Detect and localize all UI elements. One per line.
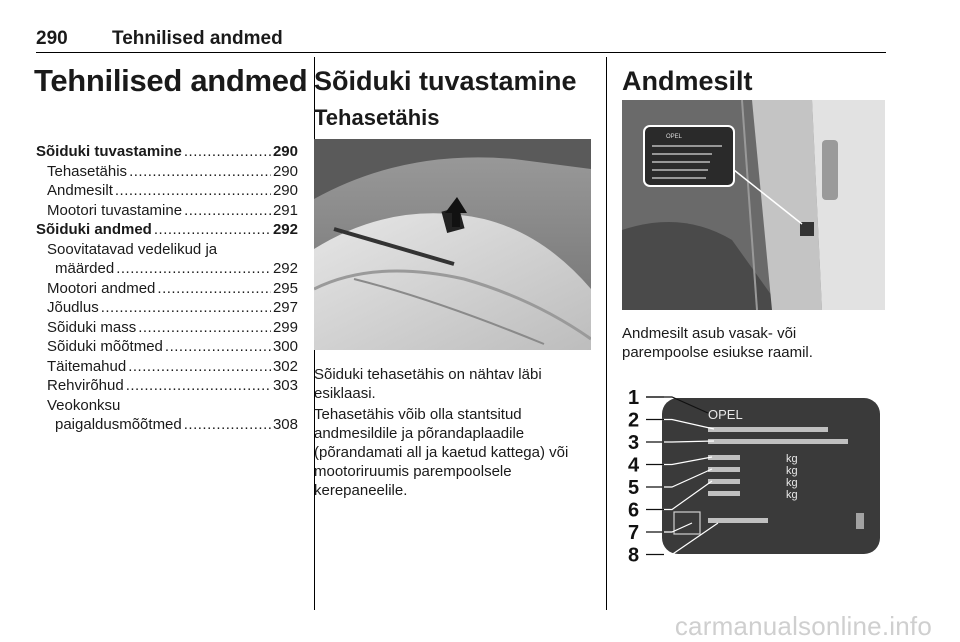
toc-entry[interactable]: [36, 201, 298, 221]
data-plate-location: [800, 222, 814, 236]
toc-leader-dots: [184, 415, 271, 435]
toc-entry[interactable]: [36, 181, 298, 201]
toc-entry-page: 290: [272, 143, 298, 160]
toc-entry[interactable]: [36, 357, 298, 377]
callout-number: 5: [628, 477, 640, 499]
toc-entry[interactable]: [36, 318, 298, 338]
toc-entry-page: 291: [272, 201, 298, 219]
toc-entry[interactable]: [36, 337, 298, 357]
toc-entry-page: 299: [272, 318, 298, 336]
callout-number: 8: [628, 544, 640, 567]
toc-leader-dots: [184, 142, 271, 162]
data-plate-zoom: [644, 126, 734, 186]
table-of-contents: [36, 142, 298, 435]
data-plate-diagram: [622, 375, 885, 580]
plate-location-text: Andmesilt asub vasak- või parempoolse esiukse raamil.: [622, 325, 813, 361]
toc-leader-dots: [101, 298, 271, 318]
toc-entry-page: 290: [272, 182, 298, 199]
chapter-title: Tehnilised andmed: [34, 63, 308, 98]
toc-entry[interactable]: [36, 396, 298, 416]
plate-brand: OPEL: [708, 407, 743, 422]
toc-leader-dots: [138, 318, 271, 338]
toc-entry[interactable]: [36, 142, 298, 162]
toc-entry-label: Veokonksu: [47, 396, 121, 414]
toc-entry[interactable]: [36, 240, 298, 260]
callout-number: 3: [628, 432, 640, 454]
toc-entry-page: 308: [272, 416, 298, 433]
callout-number: 2: [628, 409, 640, 432]
toc-leader-dots: [126, 376, 271, 396]
toc-entry-label: Sõiduki tuvastamine: [36, 143, 182, 160]
toc-entry-page: 300: [272, 338, 298, 355]
toc-entry-page: 297: [272, 299, 298, 316]
door-frame-photo: [622, 100, 885, 310]
toc-entry-label: määrded: [55, 260, 115, 277]
windshield-vin-photo: [314, 139, 591, 350]
toc-entry-label: Mootori tuvastamine: [47, 201, 183, 219]
toc-leader-dots: [165, 337, 271, 357]
toc-leader-dots: [115, 181, 271, 201]
toc-entry-page: 290: [272, 162, 298, 180]
door-frame-illustration: [622, 100, 885, 310]
section-heading-andmesilt: Andmesilt: [622, 66, 753, 96]
toc-entry-label: Sõiduki mass: [47, 318, 137, 336]
toc-entry[interactable]: [36, 220, 298, 240]
data-plate-illustration: [622, 375, 885, 580]
toc-leader-dots: [129, 162, 271, 182]
toc-leader-dots: [184, 201, 271, 221]
toc-leader-dots: [154, 220, 271, 240]
toc-entry-page: 292: [272, 260, 298, 277]
callout-number: 7: [628, 522, 640, 544]
mass-unit-1: kg: [786, 453, 798, 465]
toc-entry-label: paigaldusmõõtmed: [55, 416, 182, 433]
vin-location-text: Sõiduki tehasetähis on nähtav läbi esiklaasi.: [314, 366, 542, 402]
watermark: carmanualsonline.info: [674, 611, 932, 641]
mass-unit-4: kg: [786, 489, 798, 501]
mass-unit-3: kg: [786, 477, 798, 489]
running-title: Tehnilised andmed: [112, 28, 283, 49]
toc-entry[interactable]: [36, 415, 298, 435]
column-divider: [606, 57, 607, 610]
toc-entry-label: Mootori andmed: [47, 279, 156, 297]
toc-leader-dots: [128, 357, 271, 377]
toc-entry-label: Soovitatavad vedelikud ja: [47, 240, 218, 258]
toc-entry-label: Andmesilt: [47, 182, 113, 199]
callout-number: 6: [628, 499, 640, 522]
mass-unit-2: kg: [786, 465, 798, 477]
toc-entry[interactable]: [36, 298, 298, 318]
toc-entry-label: Sõiduki andmed: [36, 221, 152, 238]
toc-entry-page: 302: [272, 357, 298, 375]
page-header: [36, 28, 886, 53]
toc-entry[interactable]: [36, 376, 298, 396]
toc-entry-label: Rehvirõhud: [47, 377, 124, 394]
page-number: 290: [36, 28, 68, 49]
toc-entry-page: 303: [272, 377, 298, 394]
zoom-plate-brand: OPEL: [666, 134, 683, 140]
toc-entry[interactable]: [36, 162, 298, 182]
toc-entry-page: 292: [272, 221, 298, 238]
toc-entry-label: Sõiduki mõõtmed: [47, 338, 163, 355]
toc-entry[interactable]: [36, 259, 298, 279]
car-hood-illustration: [314, 139, 591, 350]
section-heading: Sõiduki tuvastamine: [314, 66, 577, 96]
toc-entry[interactable]: [36, 279, 298, 299]
toc-leader-dots: [116, 259, 271, 279]
callout-number: 1: [628, 387, 640, 409]
toc-entry-label: Jõudlus: [47, 299, 99, 316]
toc-entry-page: 295: [272, 279, 298, 297]
vin-stamping-text: Tehasetähis võib olla stantsitud andmesildile ja põrandaplaadile (põrandamati all ja kaetud kattega) või mootoriruumis parempoolsele kerepaneelile.: [314, 406, 569, 499]
callout-number: 4: [628, 454, 640, 477]
toc-entry-label: Täitemahud: [47, 357, 127, 375]
toc-entry-label: Tehasetähis: [47, 162, 128, 180]
subsection-heading: Tehasetähis: [314, 105, 440, 130]
toc-leader-dots: [157, 279, 271, 299]
